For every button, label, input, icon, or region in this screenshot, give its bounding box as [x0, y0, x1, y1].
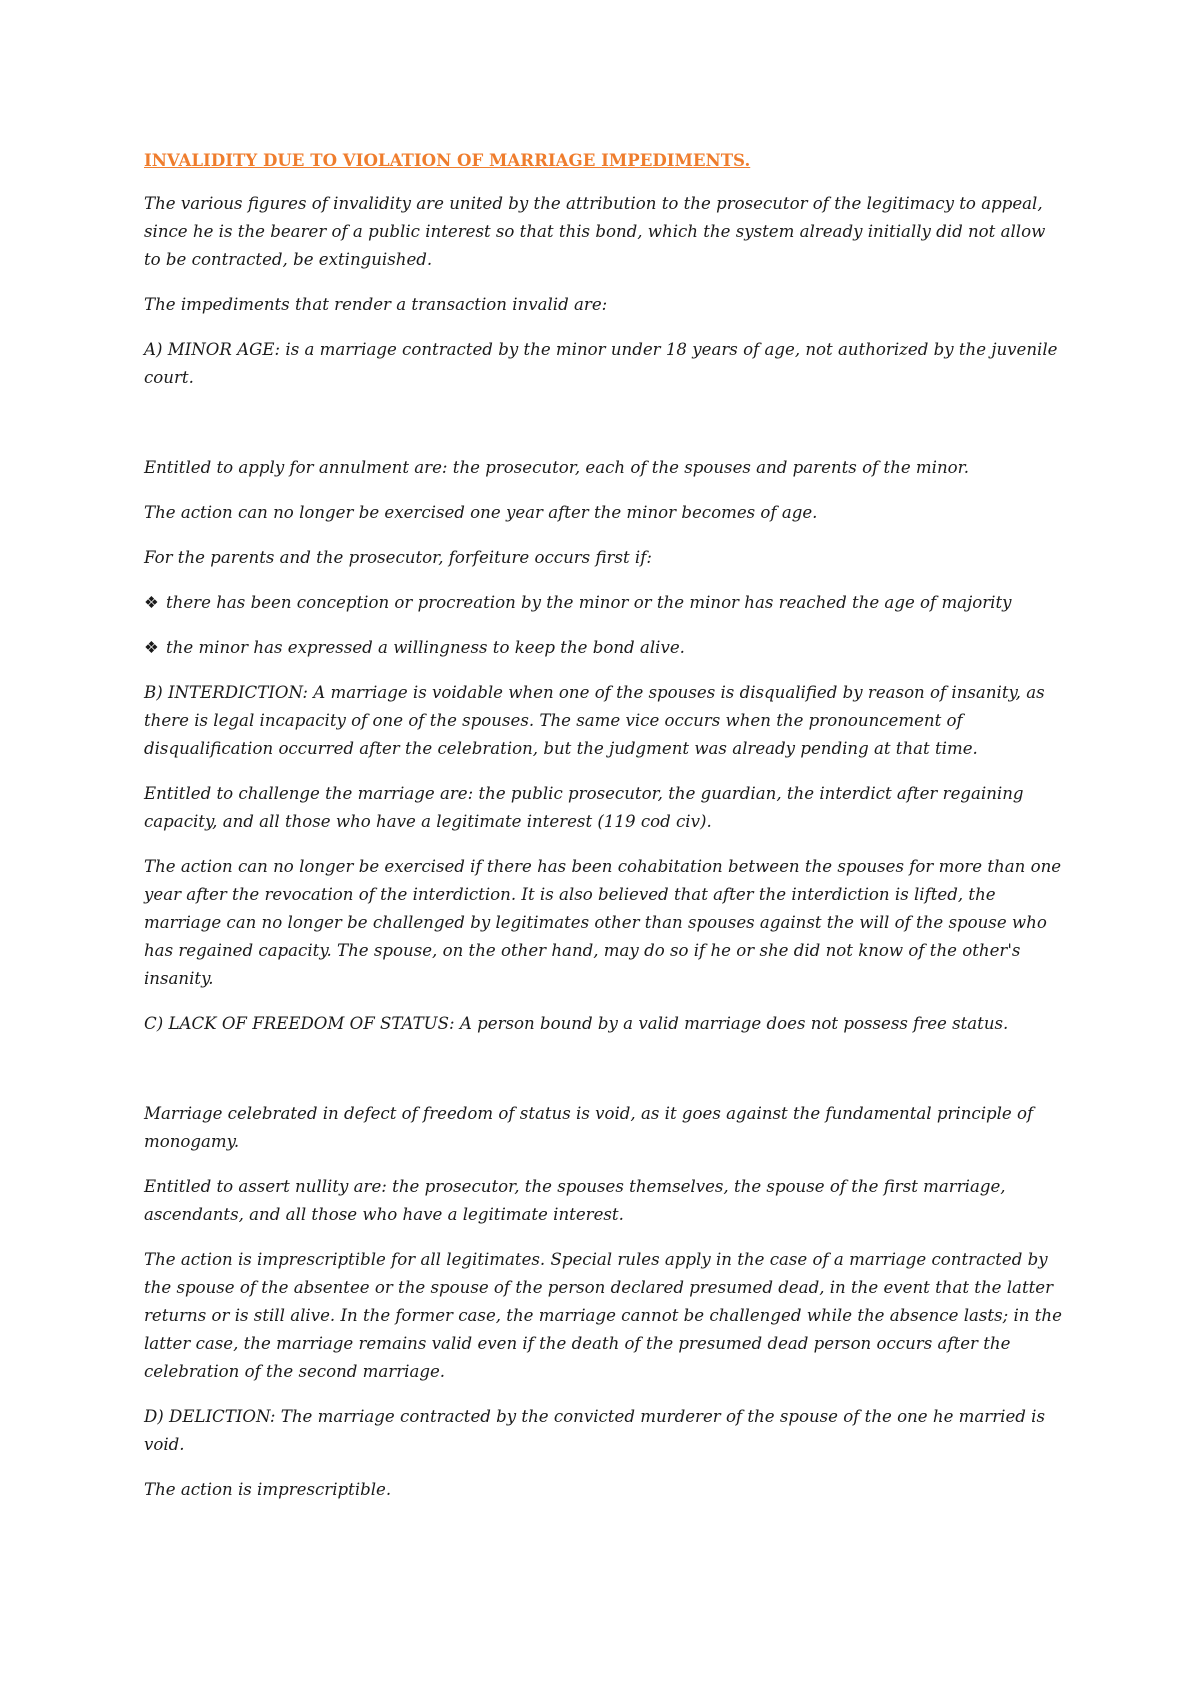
diamond-bullet-icon: ❖ — [144, 638, 159, 657]
impediments-intro: The impediments that render a transaction invalid are: — [144, 295, 608, 314]
freedom-of-status-title: C) LACK OF FREEDOM OF STATUS: A person bound by a valid marriage does not possess free status. — [144, 1014, 1009, 1033]
document-page — [144, 146, 1062, 1521]
bullet-item — [144, 634, 1062, 662]
minor-age-forfeiture: For the parents and the prosecutor, forfeiture occurs first if: — [144, 548, 652, 567]
freedom-of-status-entitled: Entitled to assert nullity are: the prosecutor, the spouses themselves, the spouse of the first marriage, ascendants, and all those who have a legitimate interest. — [144, 1177, 1006, 1224]
bullet-item — [144, 589, 1062, 617]
bullet-text: the minor has expressed a willingness to keep the bond alive. — [166, 638, 685, 657]
interdiction-entitled: Entitled to challenge the marriage are: the public prosecutor, the guardian, the interdict after regaining capacity, and all those who have a legitimate interest (119 cod civ). — [144, 784, 1024, 831]
intro-paragraph: The various figures of invalidity are united by the attribution to the prosecutor of the legitimacy to appeal, since he is the bearer of a public interest so that this bond, which the system already initially did not allow to be contracted, be extinguished. — [144, 194, 1046, 269]
freedom-of-status-void: Marriage celebrated in defect of freedom of status is void, as it goes against the fundamental principle of monogamy. — [144, 1104, 1034, 1151]
deliction-action: The action is imprescriptible. — [144, 1480, 392, 1499]
minor-age-entitled: Entitled to apply for annulment are: the prosecutor, each of the spouses and parents of the minor. — [144, 458, 970, 477]
document-heading: INVALIDITY DUE TO VIOLATION OF MARRIAGE IMPEDIMENTS. — [144, 150, 751, 170]
freedom-of-status-action: The action is imprescriptible for all legitimates. Special rules apply in the case of a marriage contracted by the spouse of the absentee or the spouse of the person declared presumed dead, in the event that the latter returns or is still alive. In the former case, the marriage cannot be challenged while the absence lasts; in the latter case, the marriage remains valid even if the death of the presumed dead person occurs after the celebration of the second marriage. — [144, 1250, 1062, 1381]
bullet-text: there has been conception or procreation by the minor or the minor has reached the age of majority — [166, 593, 1012, 612]
interdiction-title: B) INTERDICTION: A marriage is voidable when one of the spouses is disqualified by reason of insanity, as there is legal incapacity of one of the spouses. The same vice occurs when the pronouncement of disqualification occurred after the celebration, but the judgment was already pending at that time. — [144, 683, 1045, 758]
minor-age-action: The action can no longer be exercised one year after the minor becomes of age. — [144, 503, 818, 522]
minor-age-title: A) MINOR AGE: is a marriage contracted by the minor under 18 years of age, not authorized by the juvenile court. — [144, 340, 1058, 387]
interdiction-action: The action can no longer be exercised if there has been cohabitation between the spouses for more than one year after the revocation of the interdiction. It is also believed that after the interdiction is lifted, the marriage can no longer be challenged by legitimates other than spouses against the will of the spouse who has regained capacity. The spouse, on the other hand, may do so if he or she did not know of the other's insanity. — [144, 857, 1062, 988]
deliction-title: D) DELICTION: The marriage contracted by the convicted murderer of the spouse of the one he married is void. — [144, 1407, 1046, 1454]
diamond-bullet-icon: ❖ — [144, 593, 159, 612]
spacer — [144, 409, 1062, 454]
spacer — [144, 1055, 1062, 1100]
